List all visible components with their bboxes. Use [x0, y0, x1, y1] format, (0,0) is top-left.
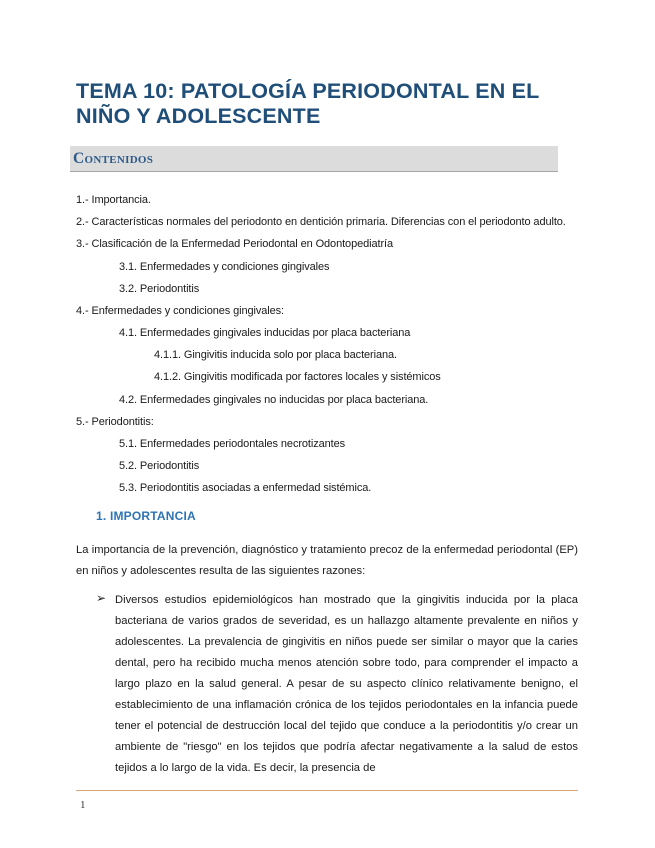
document-title: [76, 79, 579, 129]
toc-item: 4.2. Enfermedades gingivales no inducidas por placa bacteriana.: [119, 394, 429, 406]
heading-importancia: 1. IMPORTANCIA: [96, 509, 196, 523]
toc-item: 3.1. Enfermedades y condiciones gingivales: [119, 261, 330, 273]
toc-item: 4.1. Enfermedades gingivales inducidas por placa bacteriana: [119, 327, 411, 339]
arrow-bullet-icon: ➢: [96, 591, 107, 605]
toc-item: 4.1.2. Gingivitis modificada por factores locales y sistémicos: [154, 371, 441, 383]
page-number: 1: [80, 799, 86, 811]
bullet-text: Diversos estudios epidemiológicos han mostrado que la gingivitis inducida por la placa bacteriana de varios grados de severidad, es un hallazgo altamente prevalente en niños y adolescentes. La prevalencia de gingivitis en niños puede ser similar o mayor que la caries dental, pero ha recibido mucha menos atención sobre todo, para comprender el impacto a largo plazo en la salud general. A pesar de su aspecto clínico relativamente benigno, el establecimiento de una inflamación crónica de los tejidos periodontales en la infancia puede tener el potencial de destrucción local del tejido que conduce a la periodontitis y/o crear un ambiente de "riesgo" en los tejidos que podría afectar negativamente a la salud de estos tejidos a lo largo de la vida. Es decir, la presencia de: [115, 594, 578, 774]
toc-item: 5.3. Periodontitis asociadas a enfermedad sistémica.: [119, 482, 372, 494]
toc-item: 5.1. Enfermedades periodontales necrotizantes: [119, 438, 346, 450]
title-line-1: TEMA 10: PATOLOGÍA PERIODONTAL EN EL: [76, 79, 540, 103]
footer-divider: [76, 790, 578, 791]
title-line-2: NIÑO Y ADOLESCENTE: [76, 104, 321, 128]
bullet-item: [96, 590, 578, 779]
toc-item: 5.2. Periodontitis: [119, 460, 200, 472]
intro-paragraph: La importancia de la prevención, diagnóstico y tratamiento precoz de la enfermedad periodontal (EP) en niños y adolescentes resulta de las siguientes razones:: [76, 544, 578, 577]
toc-item: 3.- Clasificación de la Enfermedad Periodontal en Odontopediatría: [76, 238, 393, 250]
toc-item: 4.- Enfermedades y condiciones gingivales:: [76, 305, 284, 317]
contents-header-bar: [70, 146, 558, 172]
toc-item: 4.1.1. Gingivitis inducida solo por placa bacteriana.: [154, 349, 397, 361]
toc-item: 2.- Características normales del periodonto en dentición primaria. Diferencias con el periodonto adulto.: [76, 216, 566, 228]
toc-item: 3.2. Periodontitis: [119, 283, 200, 295]
contents-header-label: Contenidos: [73, 150, 154, 167]
toc-item: 1.- Importancia.: [76, 194, 151, 206]
toc-item: 5.- Periodontitis:: [76, 416, 154, 428]
